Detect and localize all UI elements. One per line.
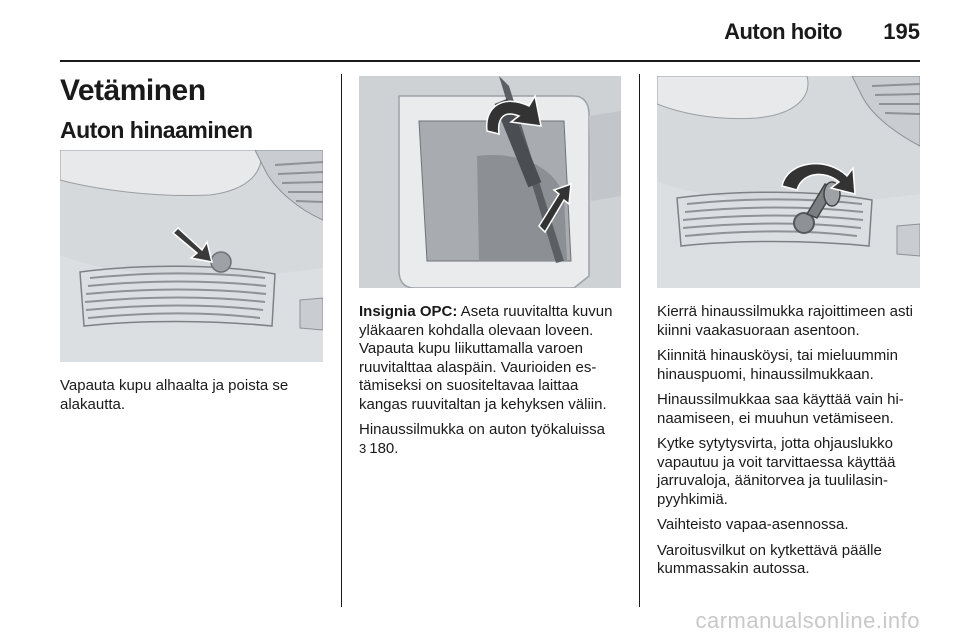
header-rule	[60, 60, 920, 62]
opc-paragraph	[359, 303, 629, 414]
figure-opc-screwdriver	[359, 76, 621, 288]
column-divider-1	[341, 74, 342, 607]
col3-paragraph-6: Varoitusvilkut on kytkettävä päälle kummassakin autossa.	[657, 541, 882, 577]
running-title: Auton hoito	[724, 19, 842, 44]
col3-paragraph-1: Kierrä hinaussilmukka rajoittimeen asti kiinni vaakasuoraan asentoon.	[657, 303, 913, 339]
figure-bumper-cover	[60, 150, 323, 362]
col3-paragraph-5: Vaihteisto vapaa-asennossa.	[657, 516, 849, 533]
column-divider-2	[639, 74, 640, 607]
subsection-title: Auton hinaaminen	[60, 117, 253, 143]
watermark: carmanualsonline.info	[695, 608, 920, 633]
opc-text: Aseta ruuvitaltta kuvun yläkaaren kohdalla olevaan loveen. Vapauta kupu liikuttamalla varoen ruuvitalttaa alaspäin. Vaurioiden estämiseksi on suositeltavaa laittaa kangas ruuvitaltan ja kehyksen väliin.	[359, 303, 613, 413]
column3-text	[657, 303, 929, 586]
opc-label: Insignia OPC:	[359, 303, 458, 320]
column1-text	[60, 377, 326, 421]
page-number: 195	[883, 19, 920, 44]
column1-paragraph: Vapauta kupu alhaalta ja poista se alakautta.	[60, 377, 289, 413]
figure-tow-eye	[657, 76, 920, 288]
col3-paragraph-3: Hinaussilmukkaa saa käyttää vain hinaamiseen, ei muuhun vetämiseen.	[657, 391, 904, 427]
col3-paragraph-4: Kytke sytytysvirta, jotta ohjauslukko vapautuu ja voit tarvittaessa käyttää jarruvaloja, äänitorvea ja tuulilasinpyyhkimiä.	[657, 435, 896, 508]
toolkit-text: Hinaussilmukka on auton työkaluissa	[359, 421, 605, 438]
cross-reference-icon: 3	[359, 440, 367, 456]
column2-text	[359, 303, 629, 465]
toolkit-ref-page[interactable]: 180.	[369, 439, 399, 457]
col3-paragraph-2: Kiinnitä hinausköysi, tai mieluummin hinauspuomi, hinaussilmukkaan.	[657, 347, 898, 383]
section-title: Vetäminen	[60, 74, 206, 107]
toolkit-paragraph	[359, 421, 629, 458]
page-header	[60, 0, 920, 60]
